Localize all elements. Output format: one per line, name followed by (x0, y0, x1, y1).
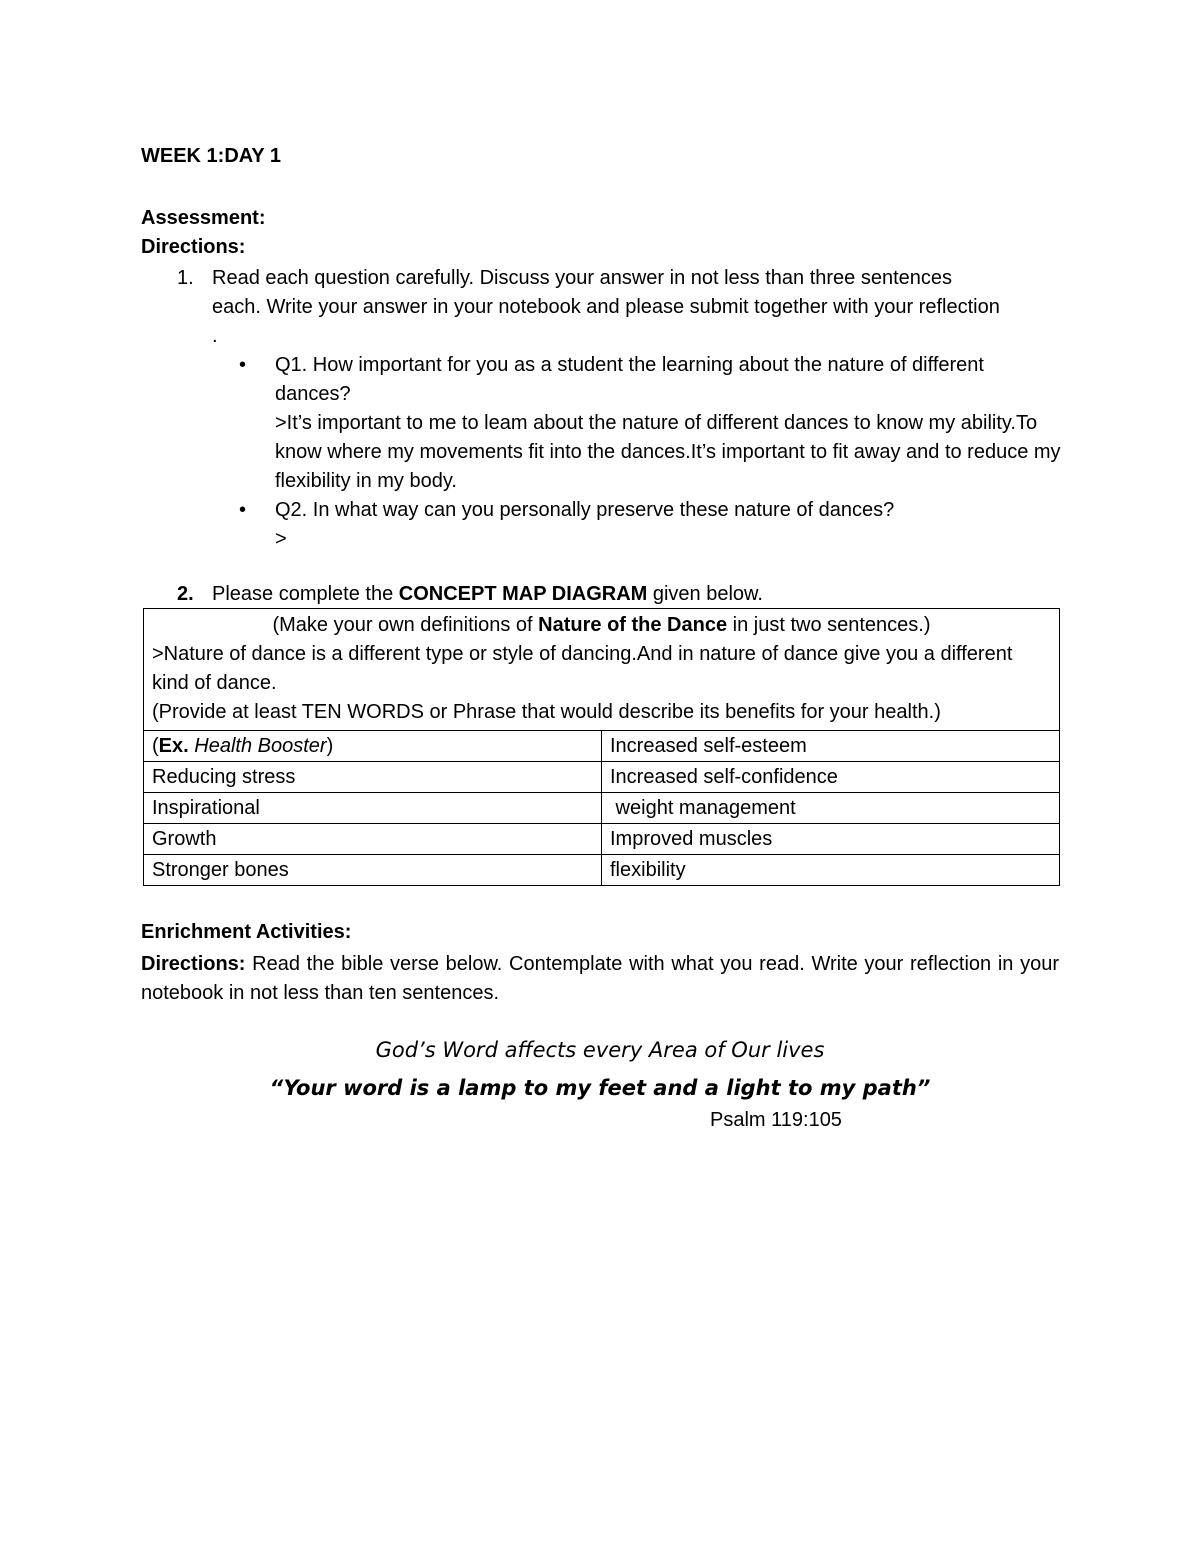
benefit-cell: Inspirational (144, 793, 602, 824)
benefit-cell: Improved muscles (602, 824, 1060, 855)
benefit-cell: Increased self-confidence (602, 762, 1060, 793)
instruction-before: (Make your own definitions of (272, 614, 539, 636)
table-row (144, 824, 1060, 855)
benefit-cell: Growth (144, 824, 602, 855)
item-2-text-before: Please complete the (212, 583, 399, 605)
assessment-heading: Assessment: (141, 207, 266, 229)
table-row (144, 762, 1060, 793)
table-row (144, 793, 1060, 824)
concept-map-table (143, 608, 1060, 886)
benefit-cell: weight management (602, 793, 1060, 824)
definition-instruction (152, 611, 1051, 640)
item-2-text (212, 580, 1002, 609)
question-1-text: Q1. How important for you as a student the learning about the nature of different dances? (275, 354, 984, 405)
question-2 (141, 496, 1059, 554)
example-text: Health Booster (188, 734, 327, 757)
question-1-answer: >It’s important to me to leam about the nature of different dances to know my ability.To know where my movements fit into the dances.It’s important to fit away and to reduce my flexibility in my body. (275, 412, 1061, 492)
item-2-text-after: given below. (647, 583, 763, 605)
question-2-answer: > (275, 528, 287, 550)
enrichment-directions (141, 950, 1059, 1008)
concept-map-label: CONCEPT MAP DIAGRAM (398, 583, 648, 605)
example-close: ) (326, 734, 334, 757)
week-day-heading: WEEK 1:DAY 1 (141, 145, 282, 167)
instruction-bold: Nature of the Dance (538, 614, 728, 636)
benefits-instruction: (Provide at least TEN WORDS or Phrase that would describe its benefits for your health.) (152, 701, 941, 723)
definition-answer: >Nature of dance is a different type or style of dancing.And in nature of dance give you a different kind of dance. (152, 643, 1013, 694)
item-1-text: Read each question carefully. Discuss your answer in not less than three sentences each. Write your answer in your notebook and please submit together with your reflection . (212, 267, 1000, 347)
example-open: ( (152, 734, 159, 757)
enrichment-heading: Enrichment Activities: (141, 921, 352, 943)
verse-line-1: God’s Word affects every Area of Our lives (375, 1038, 825, 1062)
verse-reference: Psalm 119:105 (710, 1109, 842, 1131)
benefit-cell: flexibility (602, 855, 1060, 886)
item-2-number: 2. (177, 583, 194, 605)
table-row (144, 855, 1060, 886)
benefit-cell: Stronger bones (144, 855, 602, 886)
table-row (144, 731, 1060, 762)
question-2-text: Q2. In what way can you personally preserve these nature of dances? (275, 499, 895, 521)
example-cell (144, 731, 602, 762)
instruction-after: in just two sentences.) (727, 614, 931, 636)
verse-line-2: “Your word is a lamp to my feet and a light to my path” (269, 1076, 931, 1100)
benefit-cell: Increased self-esteem (602, 731, 1060, 762)
concept-map-header-row (144, 609, 1060, 731)
enrichment-directions-text: Read the bible verse below. Contemplate with what you read. Write your reflection in your notebook in not less than ten sentences. (141, 953, 1059, 1004)
concept-map-header-cell (144, 609, 1060, 731)
question-1 (141, 351, 1059, 496)
enrichment-directions-label: Directions: (141, 953, 246, 975)
benefit-cell: Reducing stress (144, 762, 602, 793)
question-list (141, 351, 1059, 554)
bullet-icon: • (239, 499, 247, 521)
example-label: Ex. (158, 734, 189, 757)
bullet-icon: • (239, 354, 247, 376)
directions-heading: Directions: (141, 236, 246, 258)
item-1-number: 1. (177, 267, 194, 289)
